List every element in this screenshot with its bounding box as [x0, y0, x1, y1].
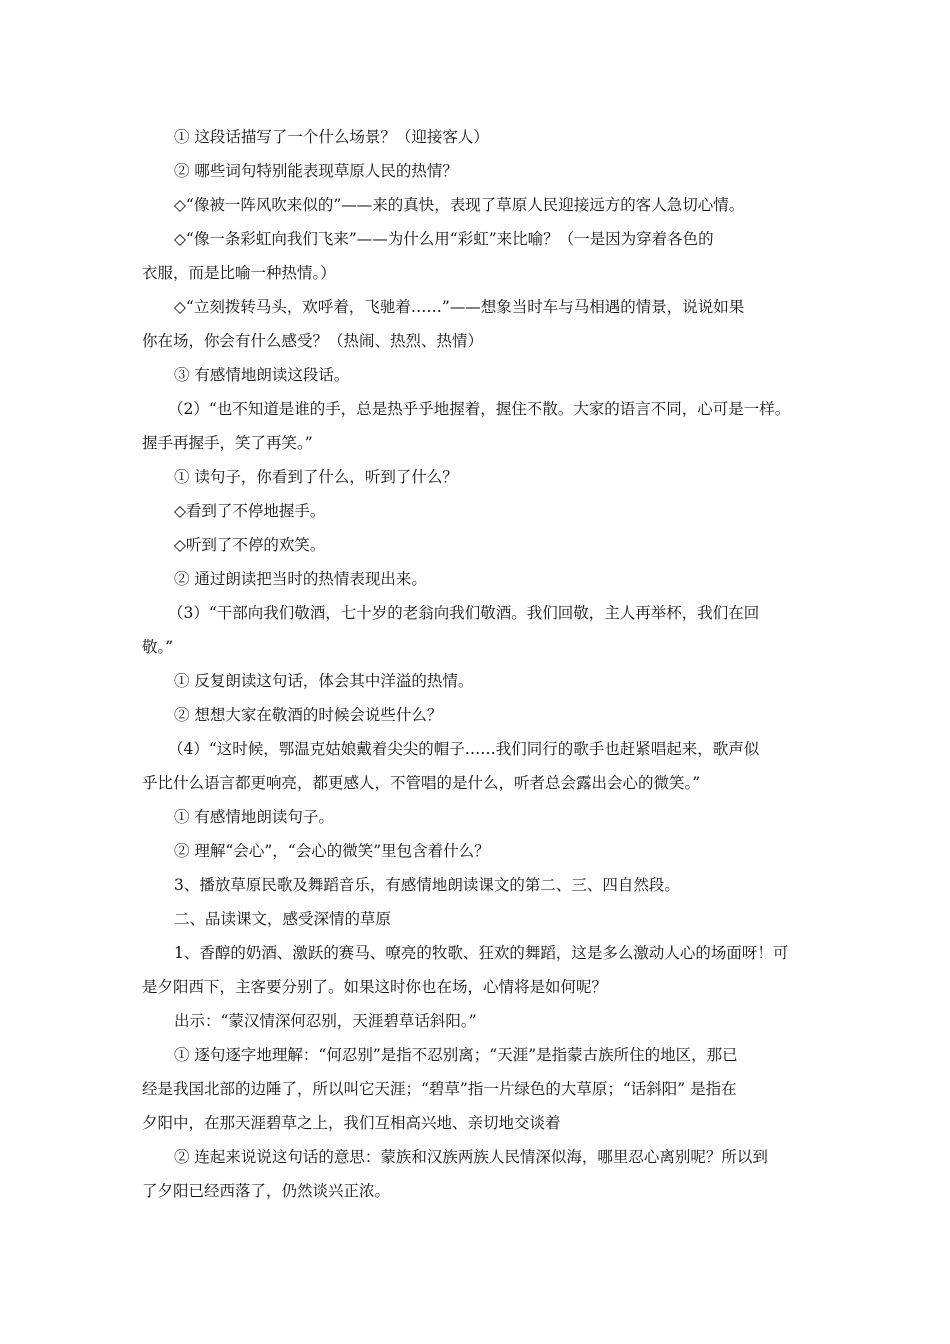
- text-line: ◇听到了不停的欢笑。: [174, 536, 326, 554]
- text-line: ◇“像一条彩虹向我们飞来”——为什么用“彩虹”来比喻？（一是因为穿着各色的: [174, 230, 714, 248]
- document-body: [142, 120, 814, 1208]
- text-line: ① 这段话描写了一个什么场景？（迎接客人）: [174, 128, 489, 146]
- text-line: ② 连起来说说这句话的意思：蒙族和汉族两族人民情深似海，哪里忍心离别呢？所以到: [174, 1148, 768, 1166]
- text-line: ③ 有感情地朗读这段话。: [174, 366, 350, 384]
- text-line: （2）“也不知道是谁的手，总是热乎乎地握着，握住不散。大家的语言不同，心可是一样。: [168, 400, 791, 418]
- text-line: ① 逐句逐字地理解：“何忍别”是指不忍别离；“天涯”是指蒙古族所住的地区，那已: [174, 1046, 738, 1064]
- text-line: ② 想想大家在敬酒的时候会说些什么？: [174, 706, 443, 724]
- text-line: ② 理解“会心”，“会心的微笑”里包含着什么？: [174, 842, 490, 860]
- text-line: ① 有感情地朗读句子。: [174, 808, 334, 826]
- text-line: ① 读句子，你看到了什么，听到了什么？: [174, 468, 458, 486]
- text-line: ② 哪些词句特别能表现草原人民的热情？: [174, 162, 458, 180]
- text-line: ◇“像被一阵风吹来似的”——来的真快，表现了草原人民迎接远方的客人急切心情。: [174, 196, 745, 214]
- text-line: 出示：“蒙汉情深何忍别，天涯碧草话斜阳。”: [174, 1012, 477, 1030]
- text-line: 敬。”: [142, 638, 174, 656]
- text-line: 乎比什么语言都更响亮，都更感人，不管唱的是什么，听者总会露出会心的微笑。”: [142, 774, 701, 792]
- text-line: 经是我国北部的边陲了，所以叫它天涯；“碧草”指一片绿色的大草原；“话斜阳” 是指在: [142, 1080, 737, 1098]
- text-line: ① 反复朗读这句话，体会其中洋溢的热情。: [174, 672, 474, 690]
- text-line: 3、播放草原民歌及舞蹈音乐，有感情地朗读课文的第二、三、四自然段。: [174, 876, 680, 894]
- text-line: ② 通过朗读把当时的热情表现出来。: [174, 570, 427, 588]
- text-line: 1、香醇的奶酒、激跃的赛马、嘹亮的牧歌、狂欢的舞蹈，这是多么激动人心的场面呀！可: [174, 944, 789, 962]
- text-line: 夕阳中，在那天涯碧草之上，我们互相高兴地、亲切地交谈着: [142, 1114, 561, 1132]
- text-line: ◇“立刻拨转马头，欢呼着，飞驰着……”——想象当时车与马相遇的情景，说说如果: [174, 298, 745, 316]
- text-line: （4）“这时候，鄂温克姑娘戴着尖尖的帽子……我们同行的歌手也赶紧唱起来，歌声似: [168, 740, 760, 758]
- section-heading: 二、品读课文，感受深情的草原: [174, 910, 392, 928]
- text-line: 了夕阳已经西落了，仍然谈兴正浓。: [142, 1182, 391, 1200]
- text-line: 握手再握手，笑了再笑。”: [142, 434, 313, 452]
- text-line: 衣服，而是比喻一种热情。）: [142, 264, 336, 282]
- text-line: 你在场，你会有什么感受？（热闹、热烈、热情）: [142, 332, 484, 350]
- text-line: 是夕阳西下，主客要分别了。如果这时你也在场，心情将是如何呢？: [142, 978, 608, 996]
- text-line: ◇看到了不停地握手。: [174, 502, 326, 520]
- text-line: （3）“干部向我们敬酒，七十岁的老翁向我们敬酒。我们回敬，主人再举杯，我们在回: [168, 604, 760, 622]
